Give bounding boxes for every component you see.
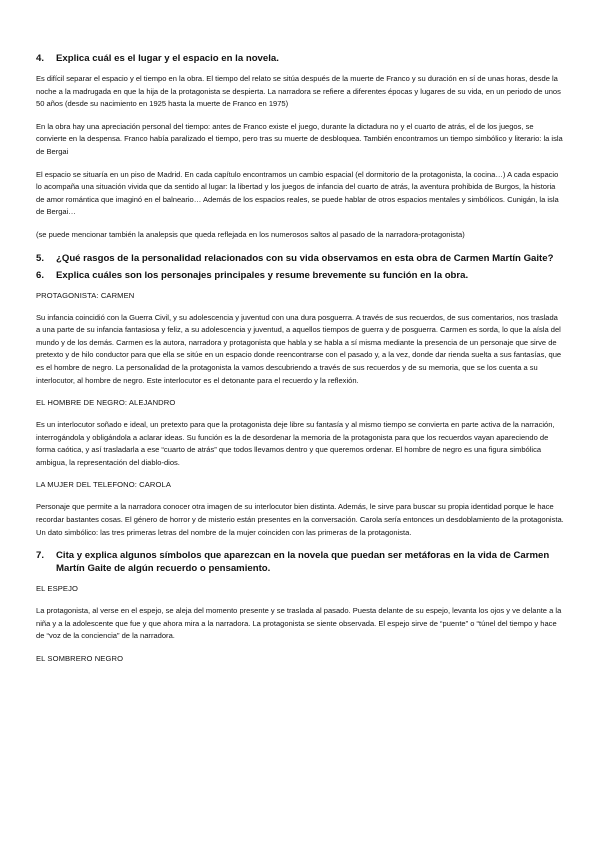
question-text: ¿Qué rasgos de la personalidad relacionados con su vida observamos en esta obra de Carmen Martín Gaite? (56, 252, 554, 264)
question-text: Explica cuál es el lugar y el espacio en la novela. (56, 53, 279, 64)
answer-paragraph: Es difícil separar el espacio y el tiempo en la obra. El tiempo del relato se sitúa después de la muerte de Franco y su duración en sí de unas horas, desde la noche a la madrugada en que la hija de la protagonista se despierta. La narradora se refiere a diferentes épocas y lugares de su vida, en un periodo de unos 50 años (desde su nacimiento en 1925 hasta la muerte de Franco en 1975) (36, 74, 561, 109)
answer-paragraph: Es un interlocutor soñado e ideal, un pretexto para que la protagonista deje libre su fantasía y al mismo tiempo se convierta en parte activa de la narración, interrogándola y obligándola a aclarar ideas. Su función es la de desordenar la memoria de la protagonista para que los recuerdos vayan apareciendo de forma caótica, y así trasladarla a ese “cuarto de atrás” que todos llevamos dentro y que queremos ordenar. El hombre de negro es una figura simbólica ambigua, la representación del diablo-dios. (36, 420, 555, 467)
answer-paragraph: Personaje que permite a la narradora conocer otra imagen de su interlocutor bien distinta. Además, le sirve para buscar su propia identidad porque le hace recordar bastantes cosas. El género de horror y de misterio están presentes en la conversación. Carola sería entonces un desdoblamiento de la protagonista. Un dato simbólico: las tres primeras letras del nombre de la mujer coinciden con las primeras de la protagonista. (36, 502, 564, 537)
answer-paragraph: La protagonista, al verse en el espejo, se aleja del momento presente y se traslada al pasado. Puesta delante de su espejo, levanta los ojos y ve delante a la niña y a la adolescente que fue y que ahora mira a la narradora. La protagonista se siente observada. El espejo sirve de “puente” o “túnel del tiempo y hace de “voz de la conciencia” de la narradora. (36, 606, 562, 641)
question-number: 6. (36, 269, 45, 281)
question-number: 7. (36, 550, 45, 562)
section-heading: PROTAGONISTA: CARMEN (36, 290, 135, 300)
question-number: 4. (36, 53, 45, 64)
answer-paragraph: El espacio se situaría en un piso de Madrid. En cada capítulo encontramos un cambio espacial (el dormitorio de la protagonista, la cocina…) A cada espacio lo acompaña una situación vivida que da sentido al lugar: la libertad y los juegos de infancia del cuarto de atrás, la aventura prohibida de Burgos, la historia de amor romántica que imaginó en el balneario… Además de los espacios reales, se puede hablar de otros espacios mentales y simbólicos. Cunigán, la isla de Bergai… (36, 169, 559, 217)
question-6 (36, 269, 564, 282)
document-page (36, 52, 564, 675)
section-heading: EL HOMBRE DE NEGRO: ALEJANDRO (36, 398, 176, 408)
question-5 (36, 252, 564, 265)
question-number: 5. (36, 252, 45, 264)
question-text: Cita y explica algunos símbolos que aparezcan en la novela que puedan ser metáforas en la vida de Carmen Martín Gaite de algún recuerdo o pensamiento. (56, 550, 550, 575)
question-7 (36, 549, 564, 575)
answer-note: (se puede mencionar también la analepsis que queda reflejada en los numerosos saltos al pasado de la narradora-protagonista) (36, 229, 465, 239)
question-text: Explica cuáles son los personajes principales y resume brevemente su función en la obra. (56, 269, 469, 281)
question-4 (36, 52, 564, 65)
answer-paragraph: Su infancia coincidió con la Guerra Civil, y su adolescencia y juventud con una dura posguerra. A través de sus recuerdos, de sus comentarios, nos traslada a una parte de su infancia fantasiosa y feliz, a su adolescencia y juventud, a aquellos tiempos de guerra y de posguerra. Carmen es sorda, lo que la aísla del mundo y de los demás. Carmen es la autora, narradora y protagonista que habla y se habla a sí misma mediante la presencia de un personaje que sirve de pretexto y de hilo conductor para que ella se sitúe en un espacio donde reencontrarse con el pasado y, a la vez, donde dar rienda suelta a sus fantasías, que es el hombre de negro. La personalidad de la protagonista la vamos descubriendo a través de sus recuerdos y de su memoria, que se los cuenta a su interlocutor, al hombre de negro. Este interlocutor es el detonante para el recuerdo y la reflexión. (36, 312, 562, 385)
section-heading: LA MUJER DEL TELEFONO: CAROLA (36, 480, 171, 490)
section-heading: EL ESPEJO (36, 584, 78, 594)
answer-paragraph: En la obra hay una apreciación personal del tiempo: antes de Franco existe el juego, durante la dictadura no y el cuarto de atrás, el de los juegos, se convierte en la despensa. Franco había paralizado el tiempo, pero tras su muerte de desbloquea. También encontramos un tiempo simbólico y literario: la isla de Bergai (36, 121, 563, 156)
section-heading: EL SOMBRERO NEGRO (36, 654, 124, 664)
